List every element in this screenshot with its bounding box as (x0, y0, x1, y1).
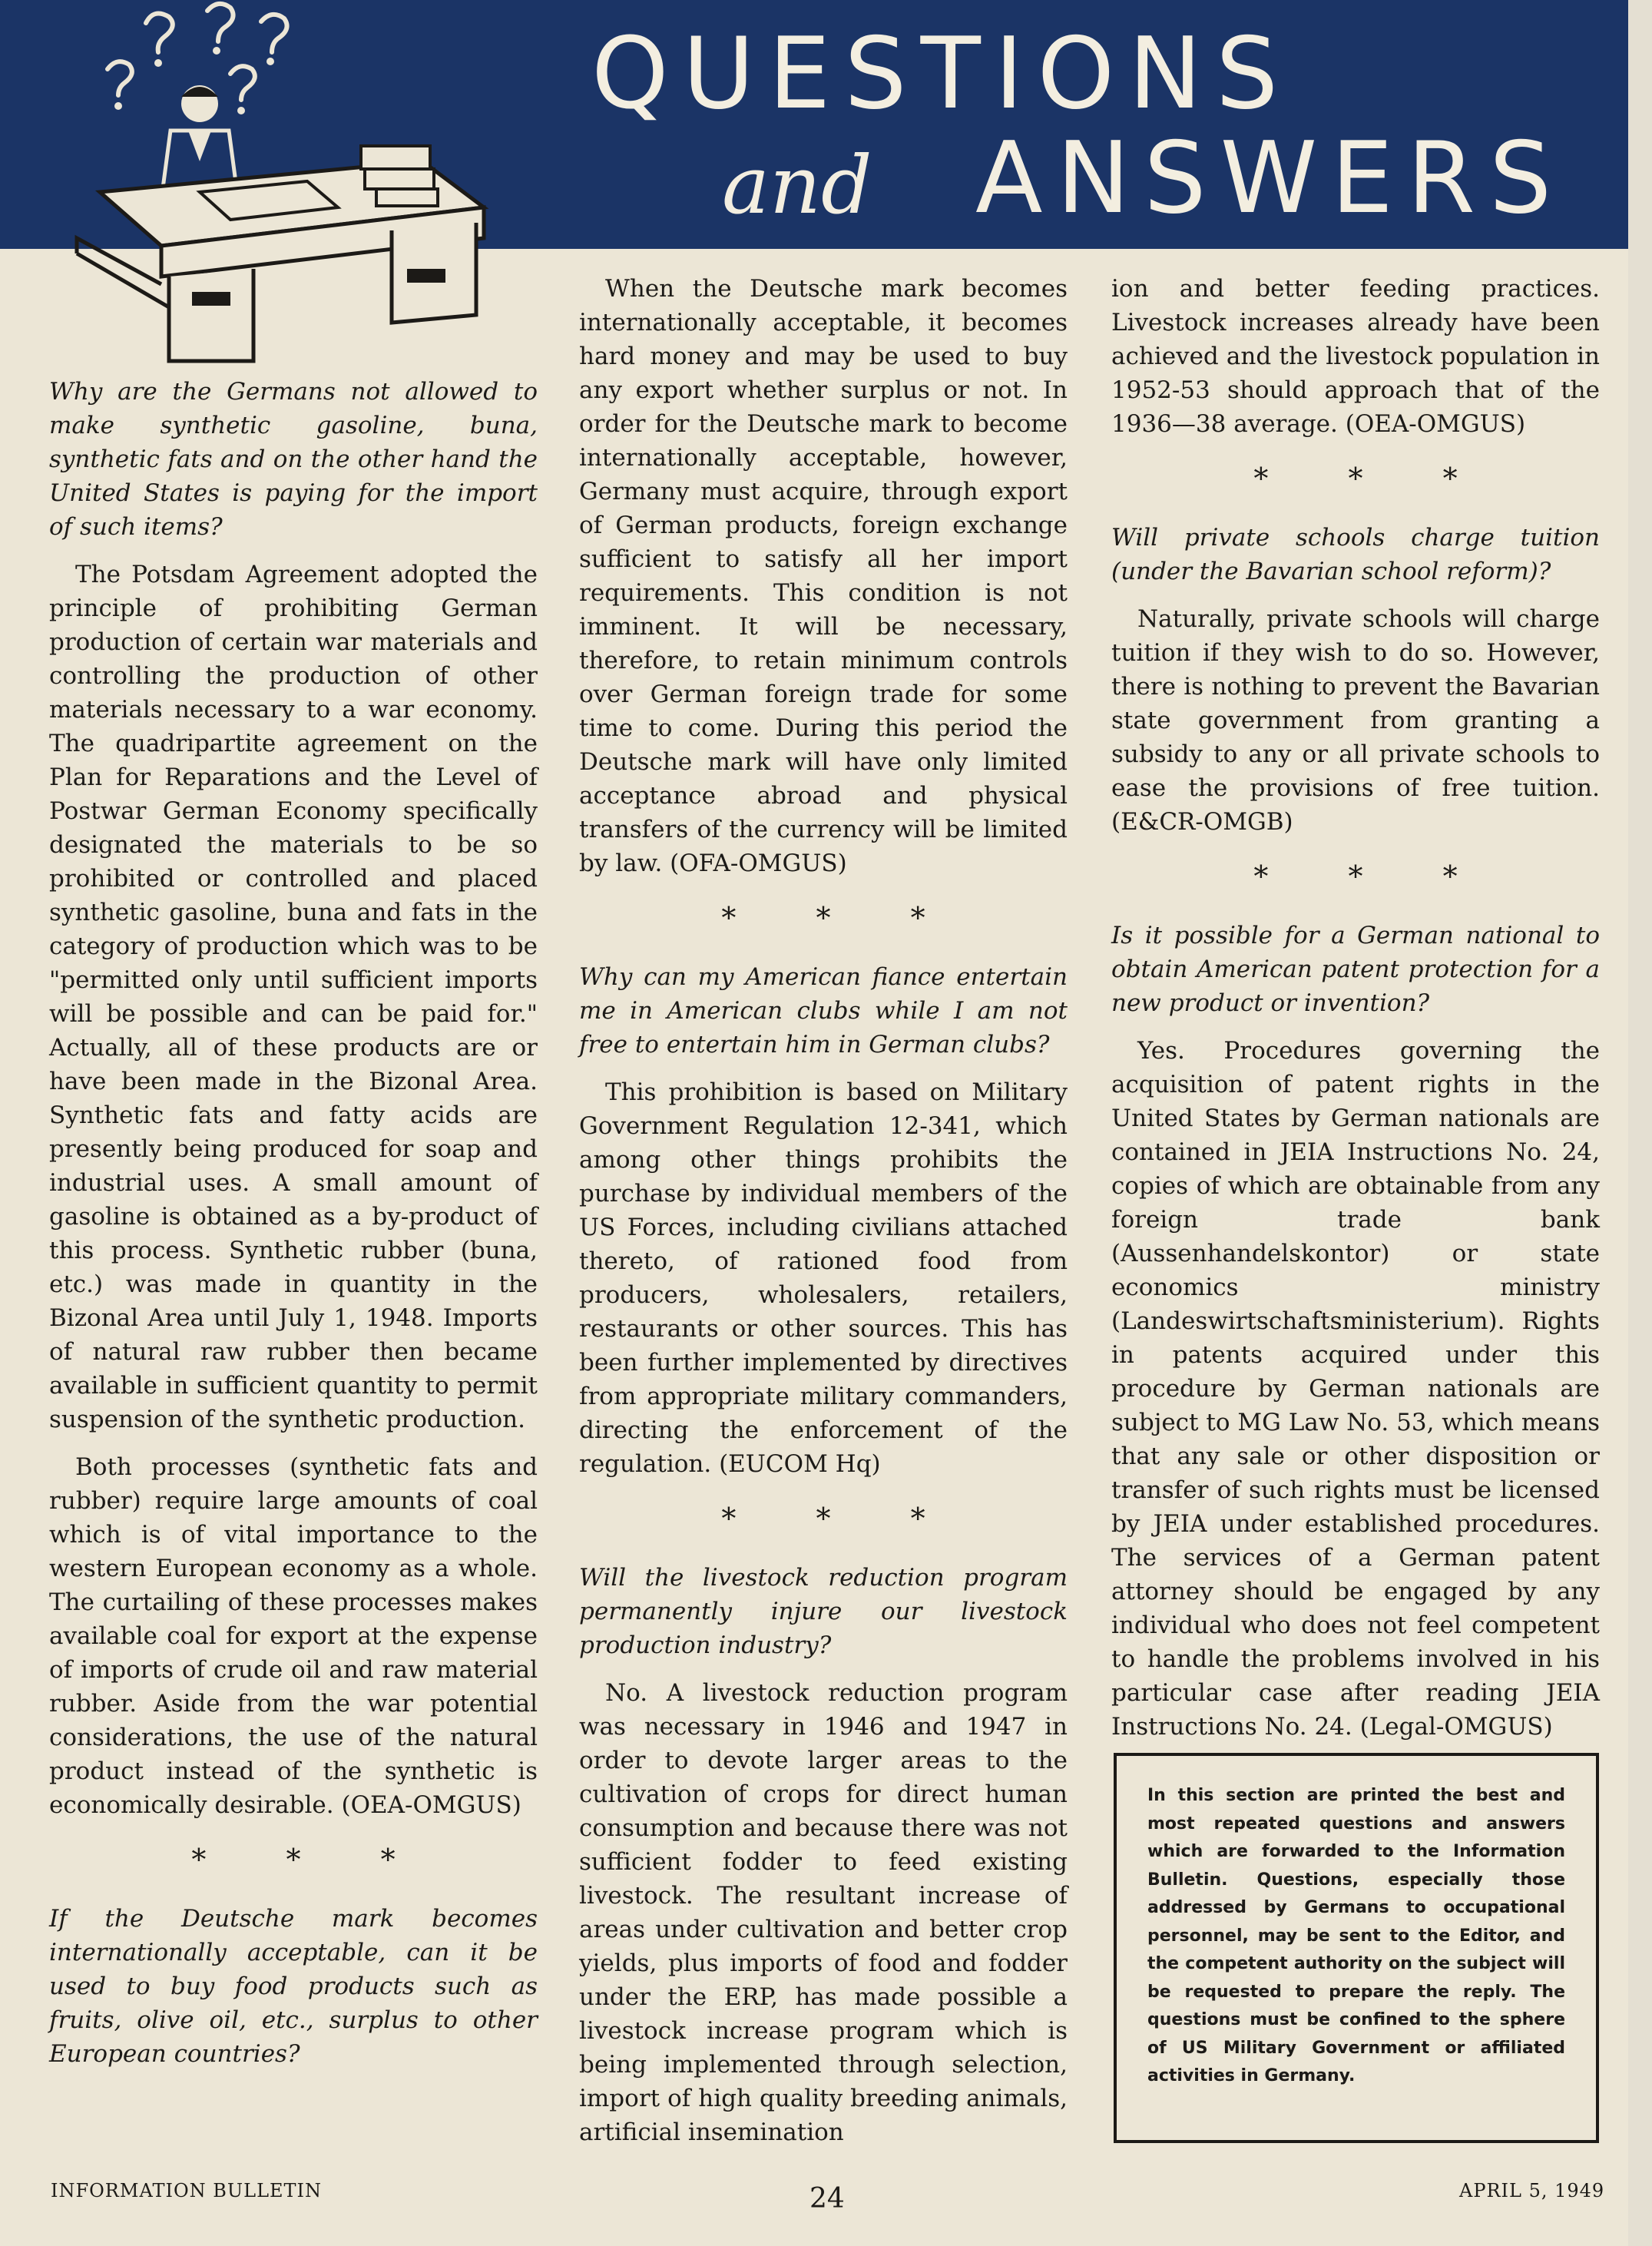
editorial-notice-text: In this section are printed the best and most repeated questions and answers which are forwarded to the Information Bulletin. Questions, especially those addressed by Germans to occupational personnel, may be sent to the Editor, and the competent authority on the subject will be requested to prepare the reply. The questions must be confined to the sphere of US Military Government or affiliated activities in Germany. (1147, 1786, 1565, 2085)
answer-1-paragraph-2: Both processes (synthetic fats and rubber) require large amounts of coal which is of vital importance to the western European economy as a whole. The curtailing of these processes makes available coal for export at the expense of imports of crude oil and raw material rubber. Aside from the war potential considerations, the use of the natural product instead of the synthetic is economically desirable. (OEA-OMGUS) (49, 1453, 538, 1819)
section-divider: * * * (721, 901, 961, 935)
answer-3: This prohibition is based on Military Government Regulation 12-341, which among other things prohibits the purchase by individual members of the US Forces, including civilians attached thereto, of rationed food from producers, wholesalers, retailers, restaurants or other sources. This has been further implemented by directives from appropriate military commanders, directing the enforcement of the regulation. (EUCOM Hq) (579, 1078, 1068, 1478)
question-1: Why are the Germans not allowed to make synthetic gasoline, buna, synthetic fats and on the other hand the United States is paying for the import of such items? (49, 378, 538, 541)
title-questions: QUESTIONS (591, 17, 1293, 131)
section-divider: * * * (721, 1502, 961, 1535)
question-mark-5 (230, 66, 255, 100)
man-at-desk-illustration (69, 0, 561, 369)
answer-6: Yes. Procedures governing the acquisition of patent rights in the United States by German nationals are contained in JEIA Instructions No. 24, copies of which are obtainable from any foreign trade bank (Aussenhandelskontor) or state economics ministry (Landeswirtschaftsministerium). Rights in patents acquired under this procedure by German nationals are subject to MG Law No. 53, which means that any sale or other disposition or transfer of such rights must be licensed by JEIA under established procedures. The services of a German patent attorney should be engaged by any individual who does not feel competent to handle the problems involved in his particular case after reading JEIA Instructions No. 24. (Legal-OMGUS) (1111, 1037, 1600, 1741)
question-6: Is it possible for a German national to obtain American patent protection for a new product or invention? (1111, 922, 1600, 1017)
question-mark-2 (207, 4, 233, 41)
question-mark-3 (261, 15, 287, 52)
column-2 (579, 272, 1068, 2163)
question-mark-1 (146, 14, 173, 53)
answer-4-continued: ion and better feeding practices. Livestock increases already have been achieved and the livestock population in 1952-53 should approach that of the 1936—38 average. (OEA-OMGUS) (1111, 275, 1600, 438)
column-1 (49, 375, 538, 2085)
section-divider: * * * (1253, 462, 1493, 495)
title-answers: ANSWERS (975, 121, 1566, 236)
section-divider: * * * (191, 1843, 431, 1877)
question-5: Will private schools charge tuition (under the Bavarian school reform)? (1111, 524, 1600, 585)
section-divider: * * * (1253, 860, 1493, 893)
question-mark-4 (108, 61, 132, 95)
editorial-notice-box (1114, 1753, 1599, 2143)
answer-1-paragraph-1: The Potsdam Agreement adopted the principle of prohibiting German production of certain war materials and controlling the production of other materials necessary to a war economy. The quadripartite agreement on the Plan for Reparations and the Level of Postwar German Economy specifically designated the materials to be so prohibited or controlled and placed synthetic gasoline, buna and fats in the category of production which was to be "permitted only until sufficient imports will be possible and can be paid for." Actually, all of these products are or have been made in the Bizonal Area. Synthetic fats and fatty acids are presently being produced for soap and industrial uses. A small amount of gasoline is obtained as a by-product of this process. Synthetic rubber (buna, etc.) was made in quantity in the Bizonal Area until July 1, 1948. Imports of natural raw rubber then became available in sufficient quantity to permit suspension of the synthetic production. (49, 561, 538, 1433)
question-3: Why can my American fiance entertain me in American clubs while I am not free to entertain him in German clubs? (579, 963, 1068, 1058)
question-2: If the Deutsche mark becomes internationally acceptable, can it be used to buy food products such as fruits, olive oil, etc., surplus to other European countries? (49, 1905, 538, 2068)
column-3 (1111, 272, 1600, 1757)
answer-5: Naturally, private schools will charge tuition if they wish to do so. However, there is nothing to prevent the Bavarian state government from granting a subsidy to any or all private schools to ease the provisions of free tuition. (E&CR-OMGB) (1111, 605, 1600, 836)
title-and: and (722, 138, 872, 232)
answer-4: No. A livestock reduction program was necessary in 1946 and 1947 in order to devote larger areas to the cultivation of crops for direct human consumption and because there was not sufficient fodder to feed existing livestock. The resultant increase of areas under cultivation and better crop yields, plus imports of food and fodder under the ERP, has made possible a livestock increase program which is being implemented through selection, import of high quality breeding animals, artificial insemination (579, 1679, 1068, 2146)
page-number: 24 (809, 2183, 845, 2215)
page-edge (1628, 0, 1652, 2246)
footer-publication: INFORMATION BULLETIN (51, 2180, 323, 2201)
question-4: Will the livestock reduction program permanently injure our livestock production industry? (579, 1564, 1068, 1659)
footer-date: APRIL 5, 1949 (1459, 2180, 1605, 2201)
answer-2: When the Deutsche mark becomes internationally acceptable, it becomes hard money and may be used to buy any export whether surplus or not. In order for the Deutsche mark to become internationally acceptable, however, Germany must acquire, through export of German products, foreign exchange sufficient to satisfy all her import requirements. This condition is not imminent. It will be necessary, therefore, to retain minimum controls over German foreign trade for some time to come. During this period the Deutsche mark will have only limited acceptance abroad and physical transfers of the currency will be limited by law. (OFA-OMGUS) (579, 275, 1068, 877)
